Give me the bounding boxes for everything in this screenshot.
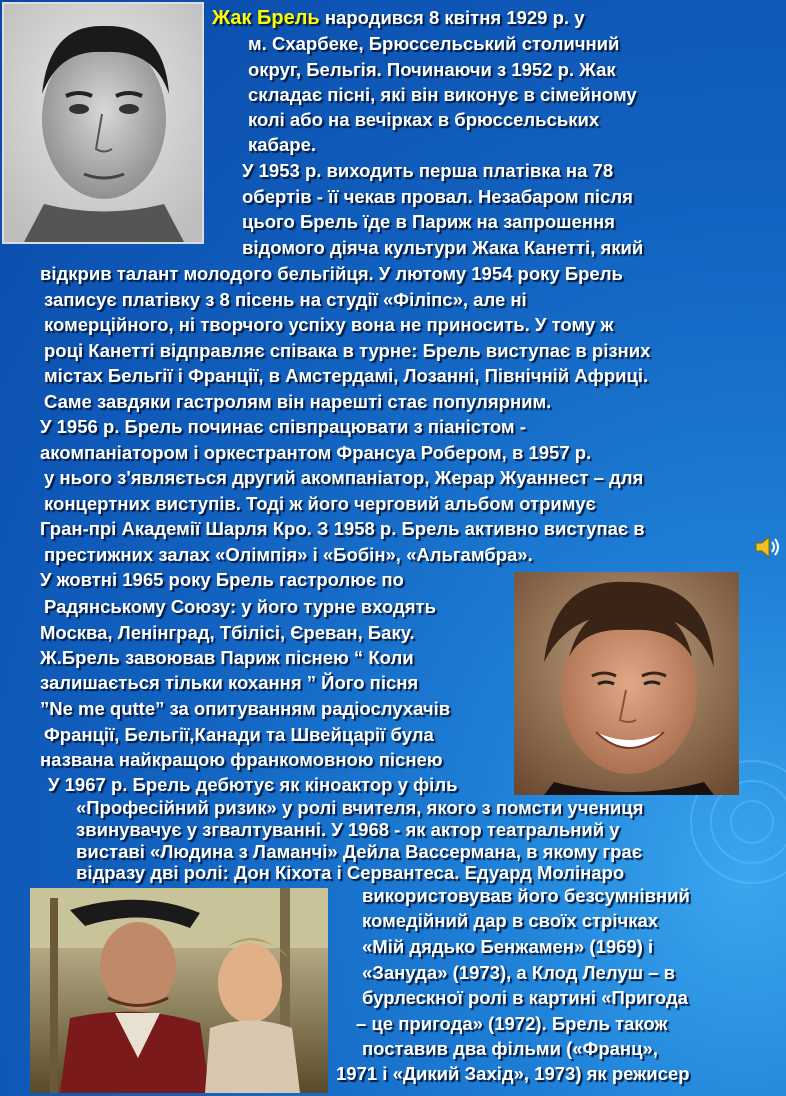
- text-line: концертних виступів. Тоді ж його черговий альбом отримує: [44, 493, 596, 514]
- text-line: «Мій дядько Бенжамен» (1969) і: [362, 936, 654, 957]
- text-line: Гран-прі Академії Шарля Кро. З 1958 р. Брель активно виступає в: [40, 518, 645, 539]
- text-line: Ж.Брель завоював Париж піснею “ Коли: [40, 647, 414, 668]
- text-line: «Зануда» (1973), а Клод Лелуш – в: [362, 962, 675, 983]
- text-line: Саме завдяки гастролям він нарешті стає популярним.: [44, 391, 552, 412]
- text-line: записує платівку з 8 пісень на студії «Філіпс», але ні: [44, 289, 527, 310]
- text-line: У 1956 р. Брель починає співпрацювати з піаністом -: [40, 416, 526, 437]
- text-line: Франції, Бельгії,Канади та Швейцарії була: [44, 724, 434, 745]
- text-line: У 1967 р. Брель дебютує як кіноактор у філь: [48, 774, 458, 795]
- text-line: комерційного, ні творчого успіху вона не приносить. У тому ж: [44, 314, 614, 335]
- heading-name: Жак Брель: [212, 7, 320, 29]
- text-line: використовував його безсумнівний: [362, 885, 690, 906]
- text-line: У 1953 р. виходить перша платівка на 78: [242, 160, 614, 181]
- text-line: звинувачує у згвалтуванні. У 1968 - як актор театральний у: [76, 819, 620, 840]
- speaker-icon[interactable]: [752, 532, 782, 562]
- text-line: престижних залах «Олімпія» і «Бобін», «Альгамбра».: [44, 544, 533, 565]
- text-line: кабаре.: [248, 134, 316, 155]
- text-line: цього Брель їде в Париж на запрошення: [242, 211, 615, 232]
- text-line: 1971 і «Дикий Захід», 1973) як режисер: [336, 1063, 690, 1084]
- text-line: бурлескної ролі в картині «Пригода: [362, 987, 688, 1008]
- heading-text: народився 8 квітня 1929 р. у: [319, 7, 585, 28]
- text-line: відомого діяча культури Жака Канетті, який: [242, 237, 644, 258]
- text-line: Радянському Союзу: у його турне входять: [44, 596, 436, 617]
- film-still-photo: [30, 888, 328, 1093]
- text-line: акомпаніатором і оркестрантом Франсуа Робером, в 1957 р.: [40, 442, 592, 463]
- text-line: поставив два фільми («Франц»,: [362, 1038, 658, 1059]
- background-swirl: [730, 800, 774, 844]
- text-line: м. Схарбеке, Брюссельський столичний: [248, 33, 620, 54]
- text-line: містах Бельгії і Франції, в Амстердамі, Лозанні, Північній Африці.: [44, 365, 649, 386]
- text-line: комедійний дар в своїх стрічках: [362, 910, 659, 931]
- text-line: році Канетті відправляє співака в турне: Брель виступає в різних: [44, 340, 651, 361]
- text-line: відразу дві ролі: Дон Кіхота і Сервантеса. Едуард Молінаро: [76, 862, 625, 883]
- text-line: У жовтні 1965 року Брель гастролює по: [40, 569, 404, 590]
- text-line: – це пригода» (1972). Брель також: [356, 1013, 668, 1034]
- text-line: «Професійний ризик» у ролі вчителя, якого з помсти учениця: [76, 797, 644, 818]
- text-line: обертів - її чекав провал. Незабаром після: [242, 186, 633, 207]
- text-line: ”Ne me qutte” за опитуванням радіослухачів: [40, 698, 451, 719]
- text-line: Москва, Ленінград, Тбілісі, Єреван, Баку.: [40, 622, 415, 643]
- text-line: виставі «Людина з Ламанчі» Дейла Вассермана, в якому грає: [76, 841, 642, 862]
- portrait-photo-young: [2, 2, 204, 244]
- portrait-photo-smiling: [514, 572, 739, 795]
- text-line: складає пісні, які він виконує в сімейному: [248, 84, 637, 105]
- text-line: відкрив талант молодого бельгійця. У лютому 1954 року Брель: [40, 263, 623, 284]
- text-line: у нього з'являється другий акомпаніатор, Жерар Жуаннест – для: [44, 467, 644, 488]
- text-line: округ, Бельгія. Починаючи з 1952 р. Жак: [248, 59, 616, 80]
- text-line: колі або на вечірках в брюссельських: [248, 109, 600, 130]
- text-line: залишається тільки кохання ” Його пісня: [40, 672, 419, 693]
- text-line: [212, 5, 584, 31]
- text-line: названа найкращою франкомовною піснею: [40, 749, 443, 770]
